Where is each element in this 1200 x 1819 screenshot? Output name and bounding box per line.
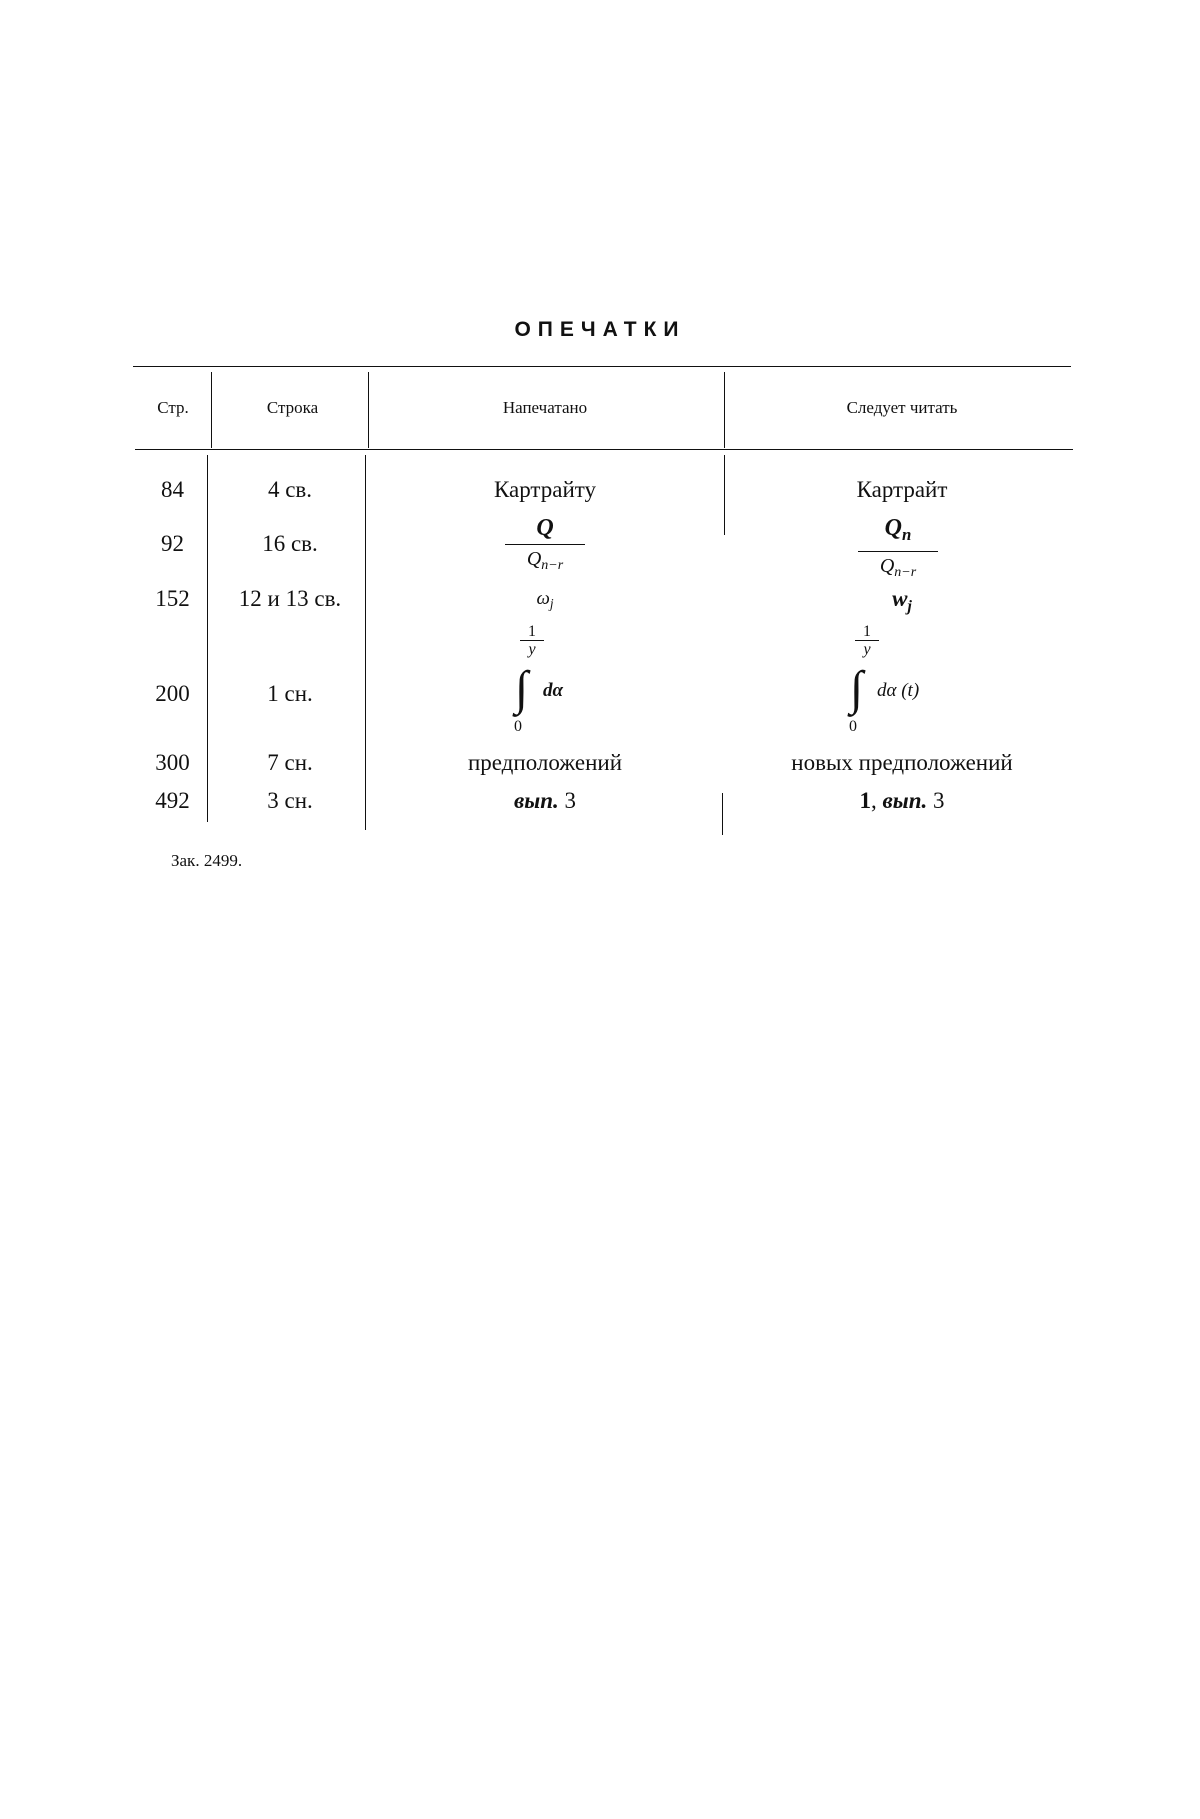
integral-sign: ∫ bbox=[850, 662, 864, 715]
header-printed: Напечатано bbox=[502, 398, 588, 417]
table-cell-printed: предположений bbox=[467, 750, 623, 775]
header-page: Стр. bbox=[157, 398, 189, 417]
integral-body: dα (t) bbox=[877, 680, 920, 701]
table-cell-printed: Картрайту bbox=[493, 477, 597, 502]
table-cell-should-read: Картрайт bbox=[856, 477, 948, 502]
fraction-printed bbox=[505, 514, 585, 578]
table-cell-line: 4 св. bbox=[267, 477, 313, 502]
table-cell-should-read: 1, вып. 3 bbox=[859, 788, 945, 813]
integral-sign: ∫ bbox=[515, 662, 529, 715]
table-cell-page: 492 bbox=[155, 788, 190, 813]
column-divider bbox=[365, 455, 366, 830]
column-divider bbox=[207, 455, 208, 822]
table-cell-page: 84 bbox=[161, 477, 184, 502]
fraction-numerator: Q bbox=[536, 515, 554, 541]
fraction-bar bbox=[858, 551, 938, 552]
integral-body: dα bbox=[543, 680, 564, 701]
fraction-denominator: $Q_{n-r}$ bbox=[526, 548, 564, 574]
integral-lower-limit: 0 bbox=[849, 718, 857, 735]
footer-order-number: Зак. 2499. bbox=[171, 851, 243, 870]
header-should-read: Следует читать bbox=[846, 398, 958, 417]
column-divider bbox=[368, 372, 369, 448]
table-cell-should-read: новых предположений bbox=[791, 750, 1013, 775]
table-cell-printed: вып. 3 bbox=[513, 788, 577, 813]
table-cell-printed: $\omega_j$ bbox=[536, 588, 554, 611]
fraction-bar bbox=[505, 544, 585, 545]
column-divider bbox=[211, 372, 212, 448]
integral-upper-limit: 1 y bbox=[855, 624, 879, 659]
column-divider bbox=[722, 793, 723, 835]
table-cell-line: 1 сн. bbox=[267, 681, 313, 706]
integral-upper-limit: 1 y bbox=[520, 624, 544, 659]
integral-lower-limit: 0 bbox=[514, 718, 522, 735]
table-cell-line: 7 сн. bbox=[267, 750, 313, 775]
header-line: Строка bbox=[266, 398, 319, 417]
table-cell-page: 200 bbox=[155, 681, 190, 706]
fraction-denominator: $Q_{n-r}$ bbox=[879, 555, 917, 581]
header-bottom-rule bbox=[135, 449, 1073, 450]
table-cell-line: 3 сн. bbox=[267, 788, 313, 813]
fraction-should-read bbox=[858, 514, 938, 585]
table-cell-line: 16 св. bbox=[262, 531, 318, 556]
page-title: ОПЕЧАТКИ bbox=[514, 318, 686, 341]
table-top-rule bbox=[133, 366, 1071, 367]
column-divider bbox=[724, 455, 725, 535]
fraction-numerator: $Q_n$ bbox=[884, 515, 912, 545]
table-cell-page: 92 bbox=[161, 531, 184, 556]
table-cell-page: 152 bbox=[155, 586, 190, 611]
table-cell-page: 300 bbox=[155, 750, 190, 775]
table-cell-should-read: $w_j$ bbox=[892, 586, 912, 615]
column-divider bbox=[724, 372, 725, 448]
table-cell-line: 12 и 13 св. bbox=[238, 586, 342, 611]
